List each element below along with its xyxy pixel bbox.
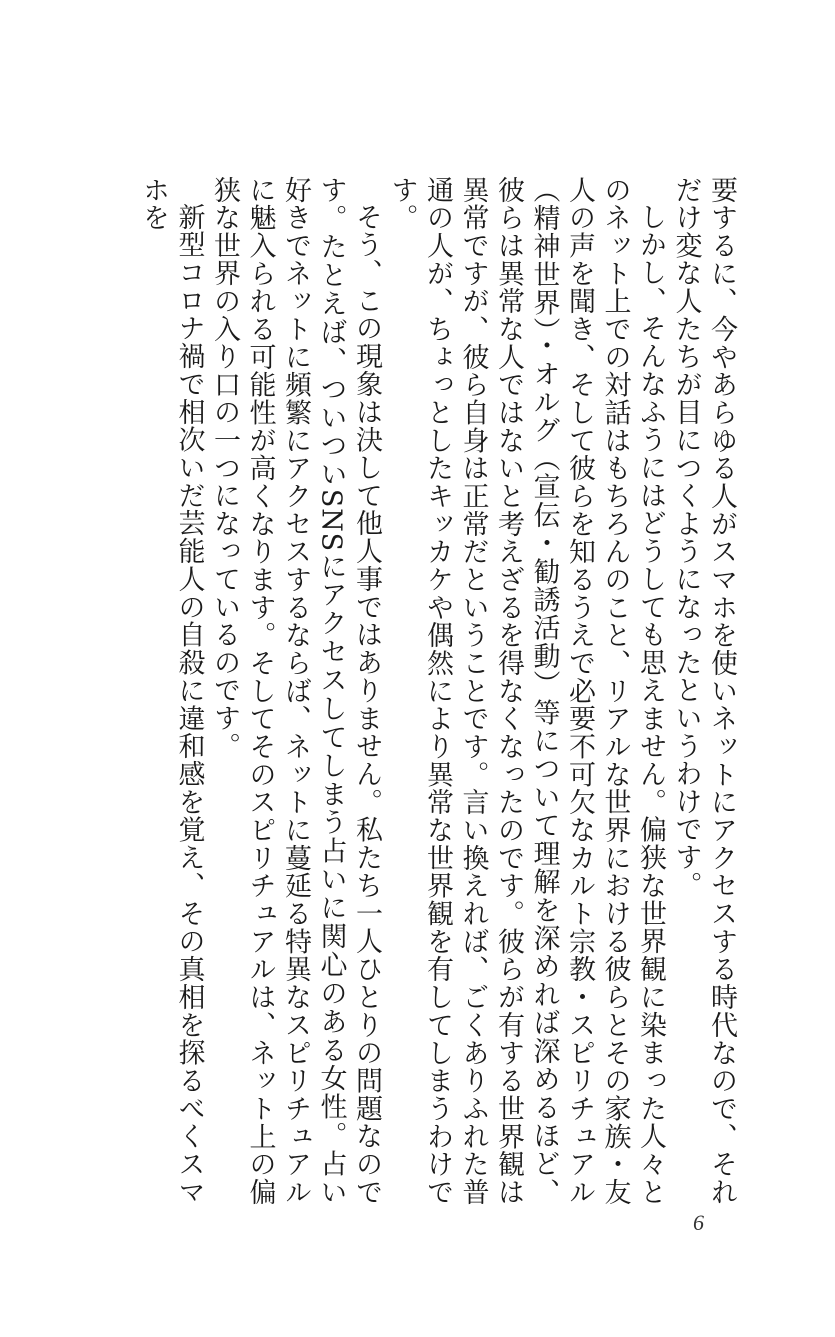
page-number: 6 bbox=[693, 1210, 704, 1235]
paragraph-2: しかし、そんなふうにはどうしても思えません。偏狭な世界観に染まった人々とのネット上での対話はもちろんのこと、リアルな世界における彼らとその家族・友人の声を聞き、そして彼らを知るうえで必要不可欠なカルト宗教・スピリチュアル（精神世界）・オルグ（宣伝・勧誘活動）等について理解を深めれば深めるほど、彼らは異常な人ではないと考えざるを得なくなったのです。彼らが有する世界観は異常ですが、彼ら自身は正常だということです。言い換えれば、ごくありふれた普通の人が、ちょっとしたキッカケや偶然により異常な世界観を有してしまうわけです。 bbox=[386, 176, 666, 1206]
paragraph-1: 要するに、今やあらゆる人がスマホを使いネットにアクセスする時代なので、それだけ変な人たちが目につくようになったというわけです。 bbox=[670, 176, 737, 1206]
paragraph-4: 新型コロナ禍で相次いだ芸能人の自殺に違和感を覚え、その真相を探るべくスマホを bbox=[138, 176, 205, 1206]
body-text bbox=[79, 176, 739, 1206]
paragraph-3: そう、この現象は決して他人事ではありません。私たち一人ひとりの問題なのです。たとえば、ついついSNSにアクセスしてしまう占いに関心のある女性。占い好きでネットに頻繁にアクセスするならば、ネットに蔓延る特異なスピリチュアルに魅入られる可能性が高くなります。そしてそのスピリチュアルは、ネット上の偏狭な世界の入り口の一つになっているのです。 bbox=[209, 176, 382, 1206]
